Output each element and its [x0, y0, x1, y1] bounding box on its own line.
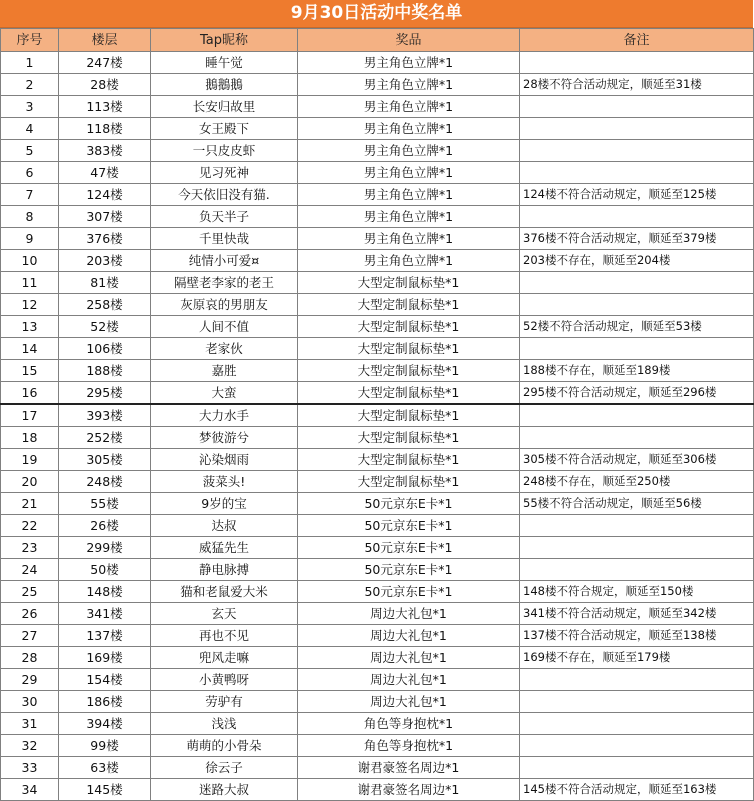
cell-note: 124楼不符合活动规定，顺延至125楼: [520, 184, 754, 206]
cell-prize: 50元京东E卡*1: [298, 581, 520, 603]
table-row: [1, 713, 754, 735]
cell-prize: 大型定制鼠标垫*1: [298, 404, 520, 427]
cell-floor: 28楼: [59, 74, 151, 96]
cell-note: [520, 52, 754, 74]
cell-floor: 63楼: [59, 757, 151, 779]
cell-index: 31: [1, 713, 59, 735]
cell-index: 18: [1, 427, 59, 449]
cell-note: 376楼不符合活动规定，顺延至379楼: [520, 228, 754, 250]
cell-nickname: 人间不值: [151, 316, 298, 338]
cell-floor: 52楼: [59, 316, 151, 338]
cell-prize: 男主角色立牌*1: [298, 184, 520, 206]
cell-floor: 393楼: [59, 404, 151, 427]
cell-prize: 男主角色立牌*1: [298, 96, 520, 118]
cell-note: [520, 338, 754, 360]
cell-prize: 男主角色立牌*1: [298, 52, 520, 74]
cell-nickname: 沁染烟雨: [151, 449, 298, 471]
header-nickname: Tap昵称: [151, 29, 298, 52]
cell-note: [520, 206, 754, 228]
cell-index: 28: [1, 647, 59, 669]
cell-nickname: 梦彼游兮: [151, 427, 298, 449]
cell-prize: 男主角色立牌*1: [298, 228, 520, 250]
cell-prize: 男主角色立牌*1: [298, 118, 520, 140]
cell-index: 5: [1, 140, 59, 162]
cell-note: 248楼不存在，顺延至250楼: [520, 471, 754, 493]
cell-index: 17: [1, 404, 59, 427]
table-row: [1, 338, 754, 360]
cell-nickname: 见习死神: [151, 162, 298, 184]
cell-floor: 169楼: [59, 647, 151, 669]
cell-index: 11: [1, 272, 59, 294]
table-row: [1, 162, 754, 184]
cell-nickname: 隔壁老李家的老王: [151, 272, 298, 294]
cell-nickname: 兜风走嘛: [151, 647, 298, 669]
cell-index: 20: [1, 471, 59, 493]
cell-floor: 258楼: [59, 294, 151, 316]
table-row: [1, 52, 754, 74]
cell-index: 33: [1, 757, 59, 779]
cell-note: 169楼不存在，顺延至179楼: [520, 647, 754, 669]
table-row: [1, 537, 754, 559]
cell-note: 28楼不符合活动规定，顺延至31楼: [520, 74, 754, 96]
table-row: [1, 206, 754, 228]
table-row: [1, 250, 754, 272]
cell-prize: 50元京东E卡*1: [298, 515, 520, 537]
cell-note: 341楼不符合活动规定，顺延至342楼: [520, 603, 754, 625]
cell-nickname: 睡午觉: [151, 52, 298, 74]
cell-nickname: 负天半子: [151, 206, 298, 228]
cell-index: 34: [1, 779, 59, 801]
cell-floor: 124楼: [59, 184, 151, 206]
cell-floor: 154楼: [59, 669, 151, 691]
cell-floor: 383楼: [59, 140, 151, 162]
cell-index: 9: [1, 228, 59, 250]
cell-prize: 50元京东E卡*1: [298, 537, 520, 559]
cell-note: [520, 118, 754, 140]
cell-floor: 186楼: [59, 691, 151, 713]
table-row: [1, 471, 754, 493]
cell-index: 1: [1, 52, 59, 74]
cell-floor: 394楼: [59, 713, 151, 735]
cell-index: 26: [1, 603, 59, 625]
cell-note: [520, 427, 754, 449]
cell-nickname: 达叔: [151, 515, 298, 537]
cell-note: [520, 735, 754, 757]
table-row: [1, 493, 754, 515]
header-floor: 楼层: [59, 29, 151, 52]
cell-floor: 47楼: [59, 162, 151, 184]
table-row: [1, 316, 754, 338]
table-row: [1, 140, 754, 162]
cell-prize: 大型定制鼠标垫*1: [298, 449, 520, 471]
cell-floor: 307楼: [59, 206, 151, 228]
cell-nickname: 千里快哉: [151, 228, 298, 250]
cell-nickname: 萌萌的小骨朵: [151, 735, 298, 757]
header-row: [1, 29, 754, 52]
cell-note: [520, 559, 754, 581]
cell-prize: 角色等身抱枕*1: [298, 713, 520, 735]
cell-prize: 男主角色立牌*1: [298, 140, 520, 162]
cell-floor: 99楼: [59, 735, 151, 757]
cell-prize: 大型定制鼠标垫*1: [298, 294, 520, 316]
cell-note: 55楼不符合活动规定，顺延至56楼: [520, 493, 754, 515]
cell-note: 148楼不符合规定，顺延至150楼: [520, 581, 754, 603]
cell-index: 21: [1, 493, 59, 515]
cell-index: 6: [1, 162, 59, 184]
cell-nickname: 小黄鸭呀: [151, 669, 298, 691]
table-row: [1, 779, 754, 801]
cell-note: [520, 294, 754, 316]
cell-note: [520, 162, 754, 184]
cell-floor: 248楼: [59, 471, 151, 493]
cell-floor: 106楼: [59, 338, 151, 360]
cell-prize: 周边大礼包*1: [298, 647, 520, 669]
cell-nickname: 玄天: [151, 603, 298, 625]
cell-note: [520, 404, 754, 427]
cell-index: 14: [1, 338, 59, 360]
cell-prize: 周边大礼包*1: [298, 691, 520, 713]
cell-note: [520, 537, 754, 559]
cell-floor: 341楼: [59, 603, 151, 625]
cell-prize: 周边大礼包*1: [298, 669, 520, 691]
table-row: [1, 603, 754, 625]
cell-floor: 113楼: [59, 96, 151, 118]
cell-floor: 145楼: [59, 779, 151, 801]
cell-note: [520, 713, 754, 735]
cell-floor: 203楼: [59, 250, 151, 272]
table-row: [1, 404, 754, 427]
cell-note: [520, 757, 754, 779]
table-row: [1, 625, 754, 647]
header-index: 序号: [1, 29, 59, 52]
cell-index: 30: [1, 691, 59, 713]
cell-prize: 大型定制鼠标垫*1: [298, 382, 520, 405]
cell-note: 52楼不符合活动规定，顺延至53楼: [520, 316, 754, 338]
cell-index: 4: [1, 118, 59, 140]
cell-prize: 大型定制鼠标垫*1: [298, 471, 520, 493]
cell-floor: 137楼: [59, 625, 151, 647]
cell-note: 145楼不符合活动规定，顺延至163楼: [520, 779, 754, 801]
cell-nickname: 纯情小可爱¤: [151, 250, 298, 272]
cell-nickname: 女王殿下: [151, 118, 298, 140]
cell-prize: 50元京东E卡*1: [298, 559, 520, 581]
cell-note: 203楼不存在，顺延至204楼: [520, 250, 754, 272]
cell-prize: 周边大礼包*1: [298, 625, 520, 647]
cell-nickname: 9岁的宝: [151, 493, 298, 515]
table-row: [1, 272, 754, 294]
cell-floor: 252楼: [59, 427, 151, 449]
cell-prize: 谢君豪签名周边*1: [298, 757, 520, 779]
cell-note: 188楼不存在，顺延至189楼: [520, 360, 754, 382]
cell-nickname: 再也不见: [151, 625, 298, 647]
cell-index: 29: [1, 669, 59, 691]
cell-index: 19: [1, 449, 59, 471]
cell-nickname: 一只皮皮虾: [151, 140, 298, 162]
cell-nickname: 嘉胜: [151, 360, 298, 382]
cell-nickname: 劳驴有: [151, 691, 298, 713]
table-row: [1, 184, 754, 206]
sheet-title: 9月30日活动中奖名单: [0, 0, 753, 28]
cell-index: 2: [1, 74, 59, 96]
cell-nickname: 浅浅: [151, 713, 298, 735]
table-row: [1, 360, 754, 382]
cell-prize: 大型定制鼠标垫*1: [298, 338, 520, 360]
cell-index: 12: [1, 294, 59, 316]
winner-table: [0, 28, 754, 801]
cell-floor: 305楼: [59, 449, 151, 471]
cell-nickname: 猫和老鼠爱大米: [151, 581, 298, 603]
table-row: [1, 757, 754, 779]
cell-index: 27: [1, 625, 59, 647]
cell-prize: 大型定制鼠标垫*1: [298, 272, 520, 294]
cell-nickname: 灰原哀的男朋友: [151, 294, 298, 316]
table-row: [1, 96, 754, 118]
cell-note: [520, 691, 754, 713]
cell-floor: 26楼: [59, 515, 151, 537]
cell-floor: 50楼: [59, 559, 151, 581]
header-note: 备注: [520, 29, 754, 52]
table-row: [1, 647, 754, 669]
cell-index: 8: [1, 206, 59, 228]
cell-floor: 188楼: [59, 360, 151, 382]
cell-index: 10: [1, 250, 59, 272]
table-row: [1, 294, 754, 316]
table-body: [1, 52, 754, 801]
cell-nickname: 大蛮: [151, 382, 298, 405]
cell-prize: 男主角色立牌*1: [298, 250, 520, 272]
cell-note: [520, 272, 754, 294]
cell-floor: 118楼: [59, 118, 151, 140]
table-row: [1, 228, 754, 250]
cell-nickname: 徐云子: [151, 757, 298, 779]
cell-note: 305楼不符合活动规定，顺延至306楼: [520, 449, 754, 471]
cell-index: 15: [1, 360, 59, 382]
cell-nickname: 鵝鵝鵝: [151, 74, 298, 96]
cell-prize: 大型定制鼠标垫*1: [298, 316, 520, 338]
cell-floor: 81楼: [59, 272, 151, 294]
cell-index: 7: [1, 184, 59, 206]
table-row: [1, 449, 754, 471]
cell-floor: 295楼: [59, 382, 151, 405]
cell-nickname: 长安归故里: [151, 96, 298, 118]
table-row: [1, 669, 754, 691]
cell-index: 25: [1, 581, 59, 603]
cell-prize: 50元京东E卡*1: [298, 493, 520, 515]
table-row: [1, 427, 754, 449]
cell-nickname: 威猛先生: [151, 537, 298, 559]
cell-prize: 周边大礼包*1: [298, 603, 520, 625]
cell-index: 3: [1, 96, 59, 118]
table-row: [1, 691, 754, 713]
cell-index: 16: [1, 382, 59, 405]
cell-index: 32: [1, 735, 59, 757]
cell-index: 13: [1, 316, 59, 338]
cell-index: 23: [1, 537, 59, 559]
cell-nickname: 老家伙: [151, 338, 298, 360]
cell-prize: 谢君豪签名周边*1: [298, 779, 520, 801]
cell-nickname: 静电脉搏: [151, 559, 298, 581]
cell-note: [520, 515, 754, 537]
table-row: [1, 382, 754, 405]
cell-prize: 角色等身抱枕*1: [298, 735, 520, 757]
cell-prize: 大型定制鼠标垫*1: [298, 360, 520, 382]
cell-floor: 148楼: [59, 581, 151, 603]
cell-nickname: 大力水手: [151, 404, 298, 427]
table-row: [1, 581, 754, 603]
cell-prize: 男主角色立牌*1: [298, 206, 520, 228]
table-row: [1, 74, 754, 96]
cell-nickname: 菠菜头!: [151, 471, 298, 493]
cell-index: 22: [1, 515, 59, 537]
cell-prize: 男主角色立牌*1: [298, 74, 520, 96]
cell-floor: 247楼: [59, 52, 151, 74]
cell-note: [520, 96, 754, 118]
cell-prize: 大型定制鼠标垫*1: [298, 427, 520, 449]
cell-index: 24: [1, 559, 59, 581]
table-row: [1, 118, 754, 140]
cell-note: [520, 669, 754, 691]
cell-note: 137楼不符合活动规定，顺延至138楼: [520, 625, 754, 647]
cell-nickname: 今天依旧没有猫.: [151, 184, 298, 206]
table-row: [1, 735, 754, 757]
cell-note: [520, 140, 754, 162]
cell-prize: 男主角色立牌*1: [298, 162, 520, 184]
cell-floor: 299楼: [59, 537, 151, 559]
cell-note: 295楼不符合活动规定，顺延至296楼: [520, 382, 754, 405]
table-row: [1, 515, 754, 537]
table-row: [1, 559, 754, 581]
cell-nickname: 迷路大叔: [151, 779, 298, 801]
cell-floor: 376楼: [59, 228, 151, 250]
cell-floor: 55楼: [59, 493, 151, 515]
header-prize: 奖品: [298, 29, 520, 52]
